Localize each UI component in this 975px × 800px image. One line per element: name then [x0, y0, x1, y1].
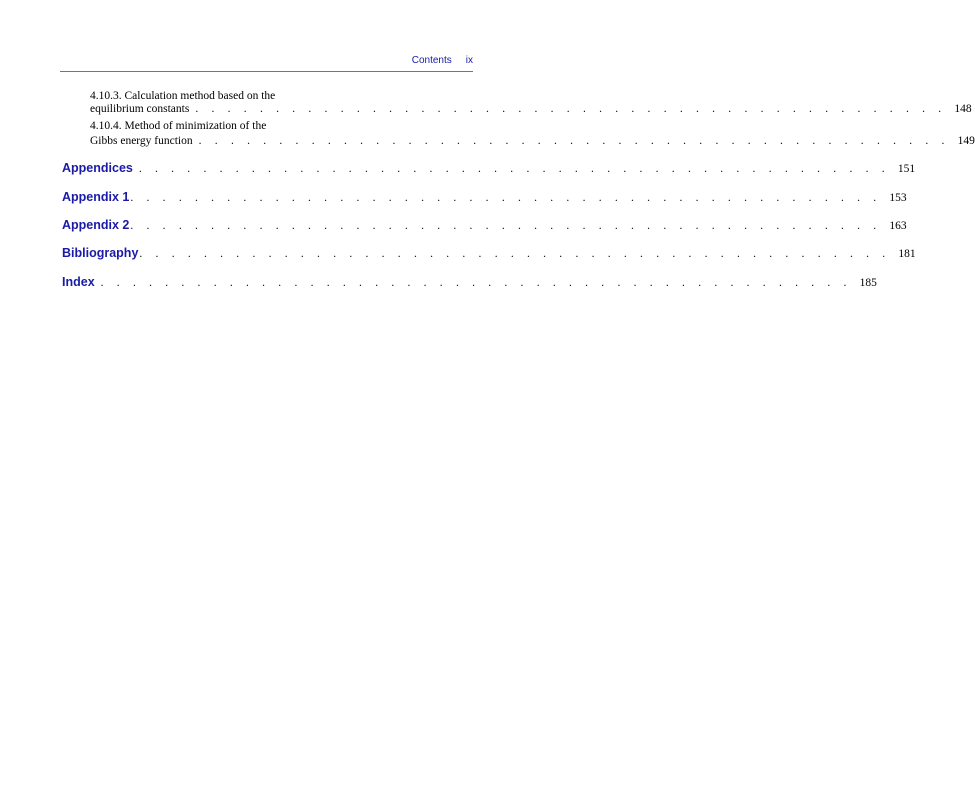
toc-page-number: 185 [859, 277, 877, 289]
running-header-title: Contents [411, 55, 452, 66]
toc-entry-label: Appendix 1 [62, 190, 130, 204]
toc-subsection-4-10-3-title: 4.10.3. Calculation method based on the [90, 90, 276, 102]
toc-entry-4-10-4[interactable] [90, 135, 975, 147]
toc-page-number: 149 [957, 135, 975, 147]
toc-entry-index[interactable] [62, 275, 877, 289]
toc-entry-label: Appendices [62, 161, 133, 175]
running-header [60, 55, 473, 71]
dot-leader: . . . . . . . . . . . . . . . . . . . . . . . . . . . . . . . . . . . . . . . . . . . . . . . [198, 135, 950, 147]
toc-entry-label: Appendix 2 [62, 218, 130, 232]
running-header-page-number: ix [465, 55, 473, 66]
toc-page-number: 163 [889, 220, 907, 232]
dot-leader: . . . . . . . . . . . . . . . . . . . . . . . . . . . . . . . . . . . . . . . . . . . . . . . [139, 248, 891, 260]
dot-leader: . . . . . . . . . . . . . . . . . . . . . . . . . . . . . . . . . . . . . . . . . . . . . . . [138, 163, 890, 175]
toc-entry-appendix-1[interactable] [62, 190, 907, 204]
toc-entry-appendices[interactable] [62, 161, 916, 175]
toc-entry-label: equilibrium constants [90, 103, 190, 115]
toc-entry-label: Index [62, 275, 95, 289]
toc-subsection-4-10-4-title: 4.10.4. Method of minimization of the [90, 120, 267, 132]
dot-leader: . . . . . . . . . . . . . . . . . . . . . . . . . . . . . . . . . . . . . . . . . . . . . . . [130, 192, 882, 204]
toc-entry-label: Bibliography [62, 246, 139, 260]
toc-page-number: 151 [897, 163, 916, 175]
dot-leader: . . . . . . . . . . . . . . . . . . . . . . . . . . . . . . . . . . . . . . . . . . . . . . . [100, 277, 852, 289]
toc-page-number: 181 [898, 248, 916, 260]
dot-leader: . . . . . . . . . . . . . . . . . . . . . . . . . . . . . . . . . . . . . . . . . . . . . . . [130, 220, 882, 232]
header-rule [60, 71, 473, 72]
toc-entry-appendix-2[interactable] [62, 218, 907, 232]
toc-entry-label: Gibbs energy function [90, 135, 193, 147]
dot-leader: . . . . . . . . . . . . . . . . . . . . . . . . . . . . . . . . . . . . . . . . . . . . . . . [195, 103, 947, 115]
toc-page-number: 153 [889, 192, 907, 204]
toc-page-number: 148 [954, 103, 972, 115]
toc-entry-bibliography[interactable] [62, 246, 916, 260]
toc-entry-4-10-3[interactable] [90, 103, 972, 115]
